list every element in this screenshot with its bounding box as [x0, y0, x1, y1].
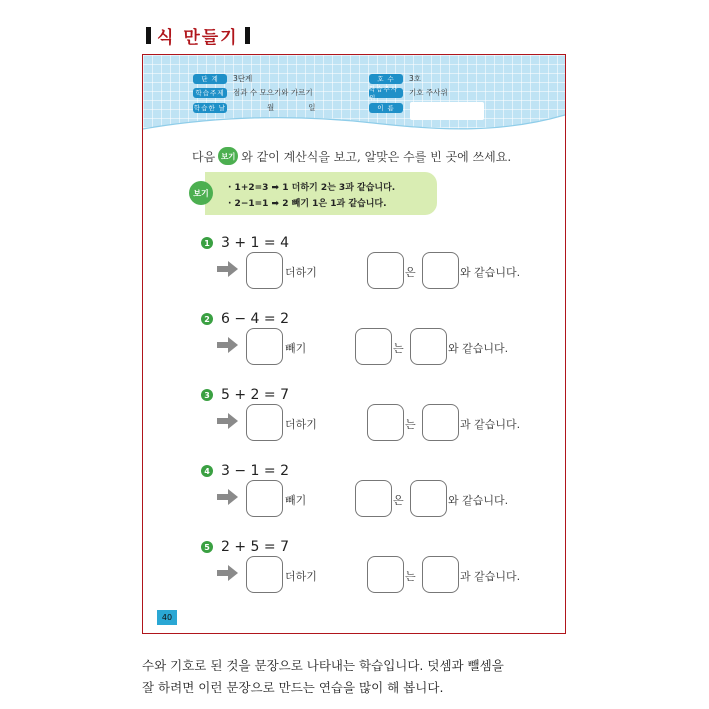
topic-label: 학습주제 — [193, 88, 227, 98]
answer-box-1[interactable] — [246, 556, 283, 593]
ending-phrase: 와 같습니다. — [448, 494, 509, 507]
month-label: 월 — [267, 103, 275, 112]
particle-word: 은 — [393, 494, 404, 507]
answer-box-2[interactable] — [367, 252, 404, 289]
arrow-right-icon — [217, 565, 239, 581]
topic-row — [193, 87, 313, 98]
problem-number: 5 — [201, 541, 213, 553]
name-label: 이 름 — [369, 103, 403, 113]
heading-left-bar — [146, 27, 151, 44]
operation-word: 더하기 — [285, 266, 317, 279]
answer-box-3[interactable] — [422, 252, 459, 289]
problem-number: 2 — [201, 313, 213, 325]
topic-value: 점과 수 모으기와 가르기 — [233, 88, 313, 97]
particle-word: 은 — [405, 266, 416, 279]
answer-box-2[interactable] — [367, 556, 404, 593]
answer-box-2[interactable] — [355, 328, 392, 365]
dice-value: 기호 주사위 — [409, 88, 448, 97]
ending-phrase: 와 같습니다. — [448, 342, 509, 355]
problem-equation: 6 − 4 = 2 — [221, 311, 289, 327]
particle-word: 는 — [405, 570, 416, 583]
example-line-2: · 2−1=1 ➡ 2 빼기 1은 1과 같습니다. — [228, 199, 387, 209]
instruction — [192, 147, 511, 165]
problem-number: 4 — [201, 465, 213, 477]
day-label: 일 — [308, 103, 316, 112]
answer-box-2[interactable] — [367, 404, 404, 441]
operation-word: 더하기 — [285, 418, 317, 431]
arrow-right-icon — [217, 413, 239, 429]
answer-box-3[interactable] — [422, 404, 459, 441]
caption-line-2: 잘 하려면 이런 문장으로 만드는 연습을 많이 해 봅니다. — [142, 680, 444, 695]
issue-row — [369, 73, 421, 84]
arrow-right-icon — [217, 261, 239, 277]
dice-label: 학습주사위 — [369, 88, 403, 98]
instruction-badge: 보기 — [218, 147, 238, 165]
arrow-right-icon — [217, 337, 239, 353]
issue-label: 호 수 — [369, 74, 403, 84]
operation-word: 빼기 — [285, 342, 307, 355]
stage-row — [193, 73, 252, 84]
answer-box-3[interactable] — [422, 556, 459, 593]
problem-equation: 3 + 1 = 4 — [221, 235, 289, 251]
particle-word: 는 — [405, 418, 416, 431]
answer-box-3[interactable] — [410, 328, 447, 365]
dice-row — [369, 84, 448, 102]
worksheet-page — [142, 54, 566, 634]
ending-phrase: 와 같습니다. — [460, 266, 521, 279]
problem-number: 1 — [201, 237, 213, 249]
answer-box-3[interactable] — [410, 480, 447, 517]
heading-right-bar — [245, 27, 250, 44]
stage-label: 단 계 — [193, 74, 227, 84]
problem-equation: 3 − 1 = 2 — [221, 463, 289, 479]
caption-line-1: 수와 기호로 된 것을 문장으로 나타내는 학습입니다. 덧셈과 뺄셈을 — [142, 658, 504, 673]
date-label: 학습한 날 — [193, 104, 227, 112]
operation-word: 빼기 — [285, 494, 307, 507]
name-field[interactable] — [410, 102, 484, 120]
example-badge: 보기 — [189, 181, 213, 205]
answer-box-1[interactable] — [246, 252, 283, 289]
heading-text: 식 만들기 — [157, 27, 239, 48]
header-wave — [143, 111, 565, 141]
page-heading — [146, 22, 250, 48]
problem-equation: 2 + 5 = 7 — [221, 539, 289, 555]
operation-word: 더하기 — [285, 570, 317, 583]
problem-number: 3 — [201, 389, 213, 401]
name-row — [369, 102, 403, 113]
arrow-right-icon — [217, 489, 239, 505]
caption — [142, 655, 572, 699]
answer-box-1[interactable] — [246, 328, 283, 365]
problem-equation: 5 + 2 = 7 — [221, 387, 289, 403]
example-line-1: · 1+2=3 ➡ 1 더하기 2는 3과 같습니다. — [228, 183, 396, 193]
answer-box-2[interactable] — [355, 480, 392, 517]
particle-word: 는 — [393, 342, 404, 355]
ending-phrase: 과 같습니다. — [460, 570, 521, 583]
stage-value: 3단계 — [233, 74, 253, 83]
issue-value: 3호 — [409, 74, 422, 83]
ending-phrase: 과 같습니다. — [460, 418, 521, 431]
instruction-pre: 다음 — [192, 149, 216, 164]
instruction-post: 와 같이 계산식을 보고, 알맞은 수를 빈 곳에 쓰세요. — [241, 149, 512, 164]
date-row — [193, 102, 316, 113]
answer-box-1[interactable] — [246, 480, 283, 517]
page-number: 40 — [157, 610, 177, 625]
answer-box-1[interactable] — [246, 404, 283, 441]
